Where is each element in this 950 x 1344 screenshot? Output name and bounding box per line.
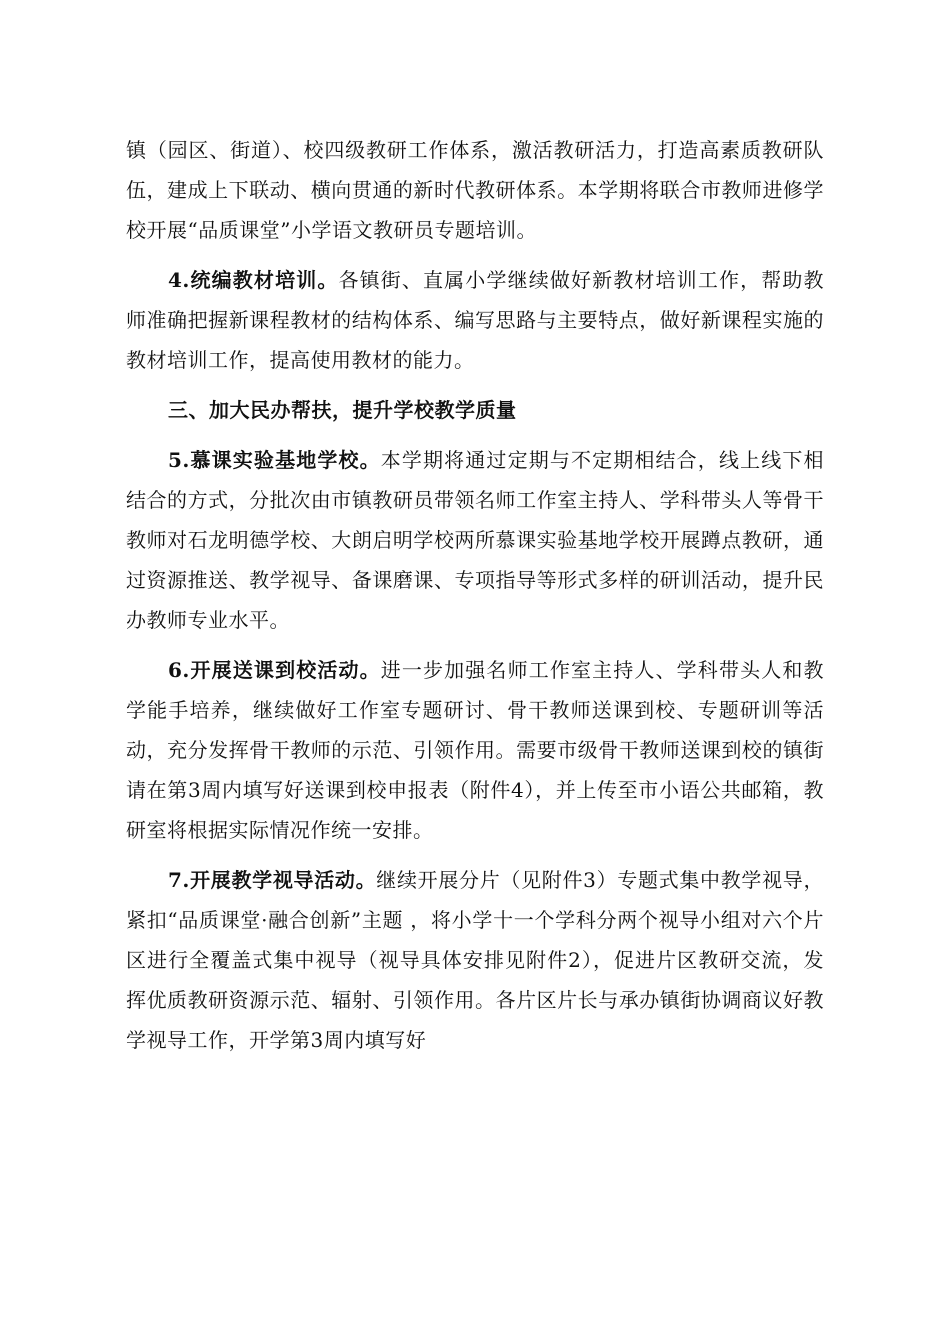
paragraph-teaching-inspection (126, 860, 824, 1060)
item-5-lead: 5.慕课实验基地学校。 (168, 448, 381, 472)
item-4-lead: 4.统编教材培训。 (168, 268, 339, 292)
item-6-lead: 6.开展送课到校活动。 (168, 658, 381, 682)
item-7-text: 继续开展分片（见附件3）专题式集中教学视导，紧扣“品质课堂·融合创新”主题 ，将小学十一个学科分两个视导小组对六个片区进行全覆盖式集中视导（视导具体安排见附件2），促进片区教研交流，发挥优质教研资源示范、辐射、引领作用。各片区片长与承办镇街协调商议好教学视导工作，开学第3周内填写好 (126, 868, 824, 1052)
item-6-text: 进一步加强名师工作室主持人、学科带头人和教学能手培养，继续做好工作室专题研讨、骨干教师送课到校、专题研训等活动，充分发挥骨干教师的示范、引领作用。需要市级骨干教师送课到校的镇街请在第3周内填写好送课到校申报表（附件4），并上传至市小语公共邮箱，教研室将根据实际情况作统一安排。 (126, 658, 824, 842)
paragraph-send-lessons (126, 650, 824, 850)
paragraph-continuation: 镇（园区、街道）、校四级教研工作体系，激活教研活力，打造高素质教研队伍，建成上下联动、横向贯通的新时代教研体系。本学期将联合市教师进修学校开展“品质课堂”小学语文教研员专题培训。 (126, 138, 824, 242)
paragraph-textbook-training (126, 260, 824, 380)
item-7-lead: 7.开展教学视导活动。 (168, 868, 377, 892)
item-5-text: 本学期将通过定期与不定期相结合，线上线下相结合的方式，分批次由市镇教研员带领名师工作室主持人、学科带头人等骨干教师对石龙明德学校、大朗启明学校两所慕课实验基地学校开展蹲点教研，通过资源推送、教学视导、备课磨课、专项指导等形式多样的研训活动，提升民办教师专业水平。 (126, 448, 824, 632)
item-4-text: 各镇街、直属小学继续做好新教材培训工作，帮助教师准确把握新课程教材的结构体系、编写思路与主要特点，做好新课程实施的教材培训工作，提高使用教材的能力。 (126, 268, 824, 372)
section-heading-3: 三、加大民办帮扶，提升学校教学质量 (168, 398, 517, 422)
paragraph-mooc-schools (126, 440, 824, 640)
